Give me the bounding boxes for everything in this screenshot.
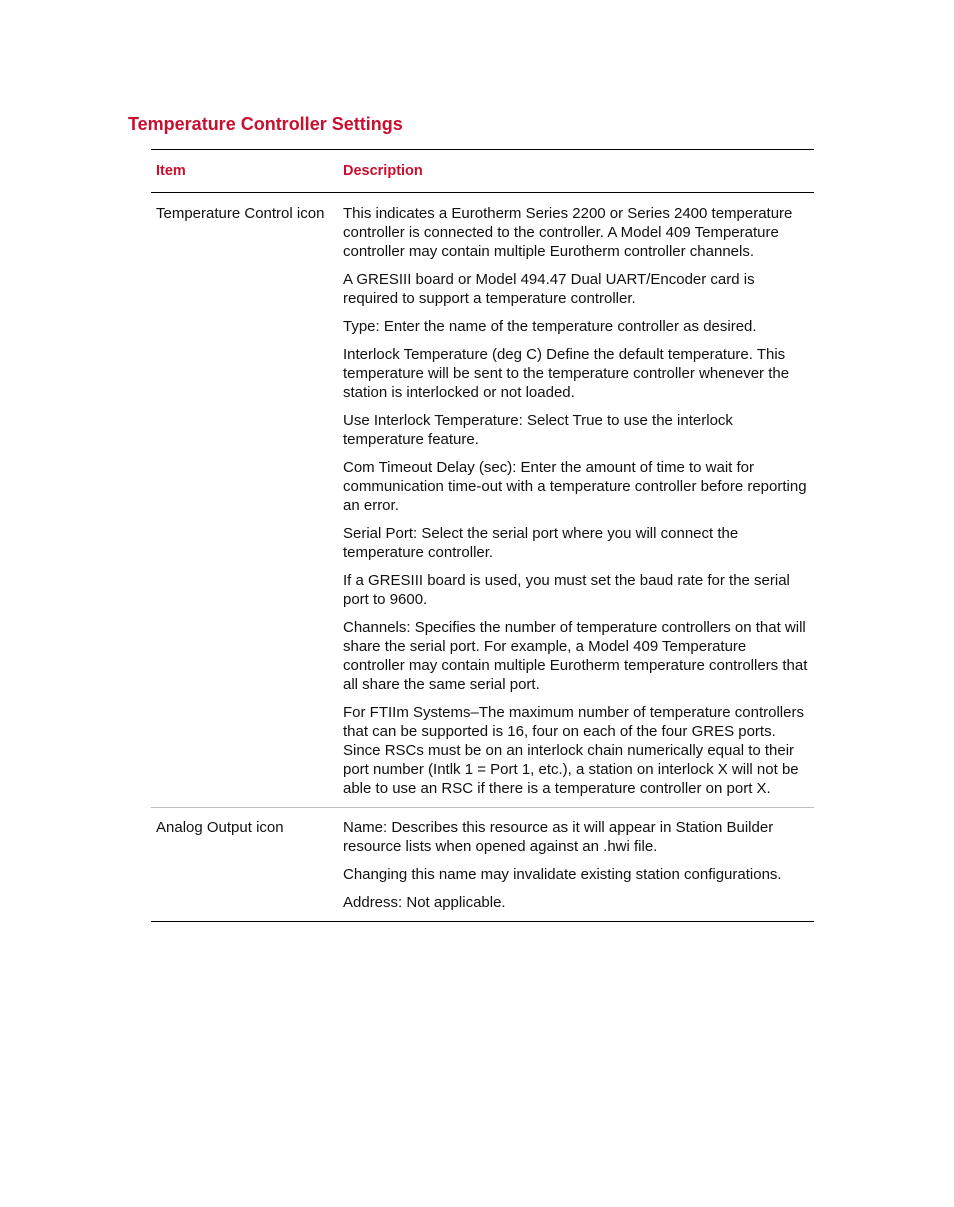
column-header-item: Item [156,163,186,179]
description-paragraph: Address: Not applicable. [343,894,506,911]
table-row [151,193,814,808]
description-paragraph: Serial Port: Select the serial port where you will connect the temperature controller. [343,525,739,561]
description-paragraph: Type: Enter the name of the temperature controller as desired. [343,318,757,335]
table-row [151,808,814,922]
description-paragraph: A GRESIII board or Model 494.47 Dual UART/Encoder card is required to support a temperature controller. [343,271,755,307]
description-cell [343,204,814,807]
description-paragraph: Com Timeout Delay (sec): Enter the amount of time to wait for communication time-out with a temperature controller before reporting an error. [343,459,807,514]
description-paragraph: For FTIIm Systems–The maximum number of temperature controllers that can be supported is 16, four on each of the four GRES ports. Since RSCs must be on an interlock chain numerically equal to their port number (Intlk 1 = Port 1, etc.), a station on interlock X will not be able to use an RSC if there is a temperature controller on port X. [343,704,804,797]
description-paragraph: This indicates a Eurotherm Series 2200 or Series 2400 temperature controller is connected to the controller. A Model 409 Temperature controller may contain multiple Eurotherm controller channels. [343,205,793,260]
column-header-description: Description [343,163,423,179]
description-paragraph: Interlock Temperature (deg C) Define the default temperature. This temperature will be sent to the temperature controller whenever the station is interlocked or not loaded. [343,346,790,401]
description-paragraph: Name: Describes this resource as it will appear in Station Builder resource lists when opened against an .hwi file. [343,819,774,855]
settings-table [151,149,814,922]
page-title: Temperature Controller Settings [128,114,403,134]
description-paragraph: Changing this name may invalidate existing station configurations. [343,866,782,883]
table-header-row [151,150,814,193]
description-cell [343,818,814,921]
item-cell [151,204,343,223]
description-paragraph: If a GRESIII board is used, you must set the baud rate for the serial port to 9600. [343,572,790,608]
description-paragraph: Use Interlock Temperature: Select True to use the interlock temperature feature. [343,412,733,448]
item-cell [151,818,343,837]
description-paragraph: Channels: Specifies the number of temperature controllers on that will share the serial port. For example, a Model 409 Temperature controller may contain multiple Eurotherm temperature controllers that all share the same serial port. [343,619,808,693]
item-label: Analog Output icon [156,819,284,836]
item-label: Temperature Control icon [156,205,325,222]
